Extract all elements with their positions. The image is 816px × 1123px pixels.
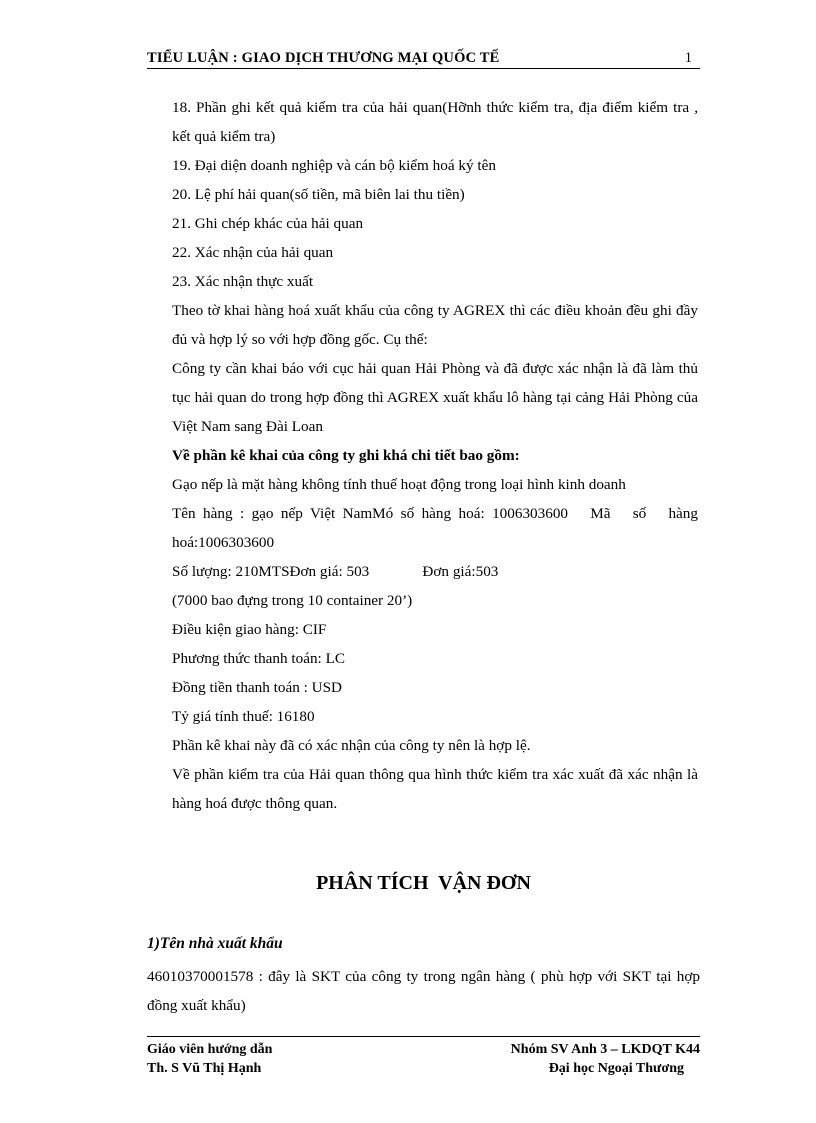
section-title: PHÂN TÍCH VẬN ĐƠN: [316, 872, 531, 894]
paragraph: Theo tờ khai hàng hoá xuất khẩu của công ty AGREX thì các điều khoản đều ghi đầy đủ và hợp lý so với hợp đồng gốc. Cụ thể:: [172, 302, 698, 348]
paragraph: 20. Lệ phí hải quan(số tiền, mã biên lai thu tiền): [172, 186, 465, 203]
page-footer: [147, 1036, 700, 1081]
paragraph: 21. Ghi chép khác của hải quan: [172, 215, 364, 232]
detail-line: Đồng tiền thanh toán : USD: [172, 679, 342, 696]
detail-line: Điều kiện giao hàng: CIF: [172, 621, 327, 638]
sub-heading: 1)Tên nhà xuất khẩu: [147, 935, 283, 952]
footer-advisor-label: Giáo viên hướng dẫn: [147, 1042, 273, 1057]
section-text: [147, 962, 700, 1020]
page-number: 1: [684, 50, 692, 66]
detail-line: Gạo nếp là mặt hàng không tính thuế hoạt động trong loại hình kinh doanh: [172, 476, 626, 493]
paragraph: 19. Đại diện doanh nghiệp và cán bộ kiểm hoá ký tên: [172, 157, 496, 174]
footer-advisor-name: Th. S Vũ Thị Hạnh: [147, 1061, 262, 1076]
document-title: TIỂU LUẬN : GIAO DỊCH THƯƠNG MẠI QUỐC TẾ: [147, 50, 500, 66]
detail-line: Tên hàng : gạo nếp Việt NamMó số hàng hoá: 1006303600 Mã số hàng hoá:1006303600: [172, 505, 702, 551]
detail-line: (7000 bao đựng trong 10 container 20’): [172, 592, 413, 609]
detail-line: Số lượng: 210MTSĐơn giá: 503 Đơn giá:503: [172, 563, 499, 580]
paragraph: 22. Xác nhận của hải quan: [172, 244, 334, 261]
footer-university: Đại học Ngoại Thương: [548, 1061, 684, 1076]
detail-line: Tỷ giá tính thuế: 16180: [172, 708, 315, 725]
footer-group: Nhóm SV Anh 3 – LKDQT K44: [510, 1042, 700, 1057]
detail-line: Phương thức thanh toán: LC: [172, 650, 345, 667]
detail-line: Phần kê khai này đã có xác nhận của công ty nên là hợp lệ.: [172, 737, 531, 754]
paragraph: 18. Phần ghi kết quả kiểm tra của hải quan(Hỡnh thức kiểm tra, địa điểm kiểm tra , kết quả kiểm tra): [172, 99, 698, 145]
body-text: [172, 93, 702, 818]
detail-line: Về phần kiểm tra của Hải quan thông qua hình thức kiểm tra xác xuất đã xác nhận là hàng hoá được thông quan.: [172, 766, 698, 812]
page-header: [147, 48, 700, 69]
paragraph: 23. Xác nhận thực xuất: [172, 273, 314, 290]
bold-heading: Về phần kê khai của công ty ghi khá chi tiết bao gồm:: [172, 447, 520, 464]
paragraph: Công ty cần khai báo với cục hải quan Hải Phòng và đã được xác nhận là đã làm thủ tục hải quan do trong hợp đồng thì AGREX xuất khẩu lô hàng tại cảng Hải Phòng của Việt Nam sang Đài Loan: [172, 360, 698, 435]
paragraph: 46010370001578 : đây là SKT của công ty trong ngân hàng ( phù hợp với SKT tại hợp đồng xuất khẩu): [147, 968, 700, 1014]
